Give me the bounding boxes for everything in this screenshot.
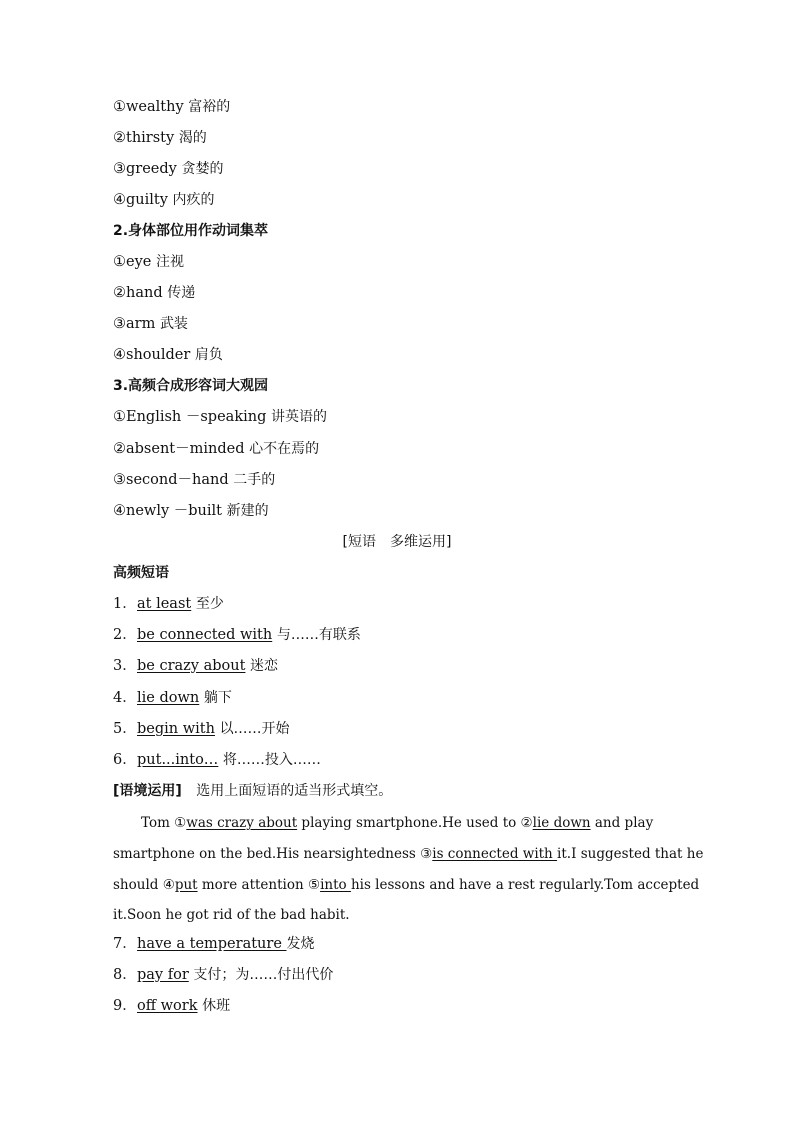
text: and play: [590, 815, 654, 831]
meaning: 二手的: [233, 472, 276, 488]
text: smartphone on the bed.His nearsightedness ③: [113, 846, 433, 862]
section-3-title: 3.高频合成形容词大观园: [113, 378, 269, 394]
body-verb-item: [113, 252, 184, 272]
word: ④shoulder: [113, 347, 191, 363]
item-number: 3．: [113, 658, 137, 674]
adjective-item: [113, 128, 207, 148]
meaning: 新建的: [226, 503, 269, 519]
phrase: be crazy about: [137, 658, 246, 674]
phrase-item: [113, 996, 230, 1016]
phrase-section-header: [短语 多维运用]: [342, 534, 452, 550]
word: ①wealthy: [113, 99, 184, 115]
meaning: 内疚的: [172, 192, 215, 208]
text: more attention ⑤: [197, 877, 321, 893]
adjective-item: [113, 190, 215, 210]
word: ③arm: [113, 316, 156, 332]
text: it.I suggested that he: [557, 846, 704, 862]
meaning: 传递: [167, 285, 196, 301]
phrase-item: [113, 719, 290, 739]
answer-blank: put: [174, 877, 198, 893]
meaning: 迷恋: [250, 658, 279, 674]
meaning: 武装: [159, 316, 188, 332]
phrase: be connected with: [137, 627, 273, 643]
meaning: 支付；为……付出代价: [193, 967, 334, 983]
meaning: 注视: [155, 254, 184, 270]
word: ③second－hand: [113, 472, 229, 488]
text: Tom ①: [141, 815, 187, 831]
body-verb-item: [113, 345, 223, 365]
instruction-text: 选用上面短语的适当形式填空。: [196, 783, 393, 799]
compound-item: [113, 470, 275, 490]
meaning: 躺下: [203, 690, 232, 706]
item-number: 4．: [113, 690, 137, 706]
word: ③greedy: [113, 161, 177, 177]
compound-item: [113, 407, 327, 427]
section-2-title: 2.身体部位用作动词集萃: [113, 223, 269, 239]
phrase: begin with: [137, 721, 215, 737]
phrase-item: [113, 688, 232, 708]
adjective-item: [113, 97, 230, 117]
phrase: put...into…: [137, 752, 219, 768]
meaning: 讲英语的: [270, 409, 327, 425]
phrase: at least: [137, 596, 192, 612]
item-number: 9．: [113, 998, 137, 1014]
phrase-item: [113, 656, 278, 676]
text: should ④: [113, 877, 175, 893]
meaning: 将……投入……: [222, 752, 321, 768]
text: playing smartphone.He used to ②: [297, 815, 533, 831]
meaning: 肩负: [194, 347, 223, 363]
meaning: 以……开始: [219, 721, 290, 737]
meaning: 富裕的: [188, 99, 231, 115]
answer-blank: is connected with: [432, 846, 558, 862]
meaning: 休班: [202, 998, 231, 1014]
phrase-item: [113, 750, 321, 770]
answer-blank: into: [320, 877, 351, 893]
phrase-item: [113, 965, 333, 985]
word: ④newly －built: [113, 503, 222, 519]
context-paragraph-line: [141, 813, 701, 833]
phrase-item: [113, 594, 224, 614]
item-number: 2．: [113, 627, 137, 643]
context-paragraph-line: it.Soon he got rid of the bad habit.: [113, 907, 350, 923]
meaning: 贪婪的: [181, 161, 224, 177]
adjective-item: [113, 159, 223, 179]
body-verb-item: [113, 314, 188, 334]
answer-blank: was crazy about: [186, 815, 298, 831]
item-number: 1．: [113, 596, 137, 612]
phrase: off work: [137, 998, 198, 1014]
context-paragraph-line: [113, 844, 704, 864]
meaning: 发烧: [286, 936, 315, 952]
compound-item: [113, 439, 319, 459]
phrase-item: [113, 934, 315, 954]
meaning: 心不在焉的: [249, 441, 320, 457]
phrases-title: 高频短语: [113, 565, 169, 581]
phrase: lie down: [137, 690, 200, 706]
phrase-item: [113, 625, 361, 645]
item-number: 7．: [113, 936, 137, 952]
item-number: 8．: [113, 967, 137, 983]
item-number: 5．: [113, 721, 137, 737]
context-instruction: [113, 781, 392, 801]
phrase: have a temperature: [137, 936, 287, 952]
phrase: pay for: [137, 967, 189, 983]
answer-blank: lie down: [532, 815, 591, 831]
compound-item: [113, 501, 269, 521]
word: ④guilty: [113, 192, 168, 208]
body-verb-item: [113, 283, 195, 303]
word: ①eye: [113, 254, 152, 270]
word: ②hand: [113, 285, 163, 301]
meaning: 渴的: [178, 130, 207, 146]
context-paragraph-line: [113, 875, 700, 895]
meaning: 与……有联系: [276, 627, 361, 643]
word: ①English －speaking: [113, 409, 267, 425]
meaning: 至少: [195, 596, 224, 612]
word: ②absent－minded: [113, 441, 245, 457]
item-number: 6．: [113, 752, 137, 768]
word: ②thirsty: [113, 130, 175, 146]
text: his lessons and have a rest regularly.Tom accepted: [350, 877, 700, 893]
context-label: [语境运用]: [113, 783, 182, 799]
